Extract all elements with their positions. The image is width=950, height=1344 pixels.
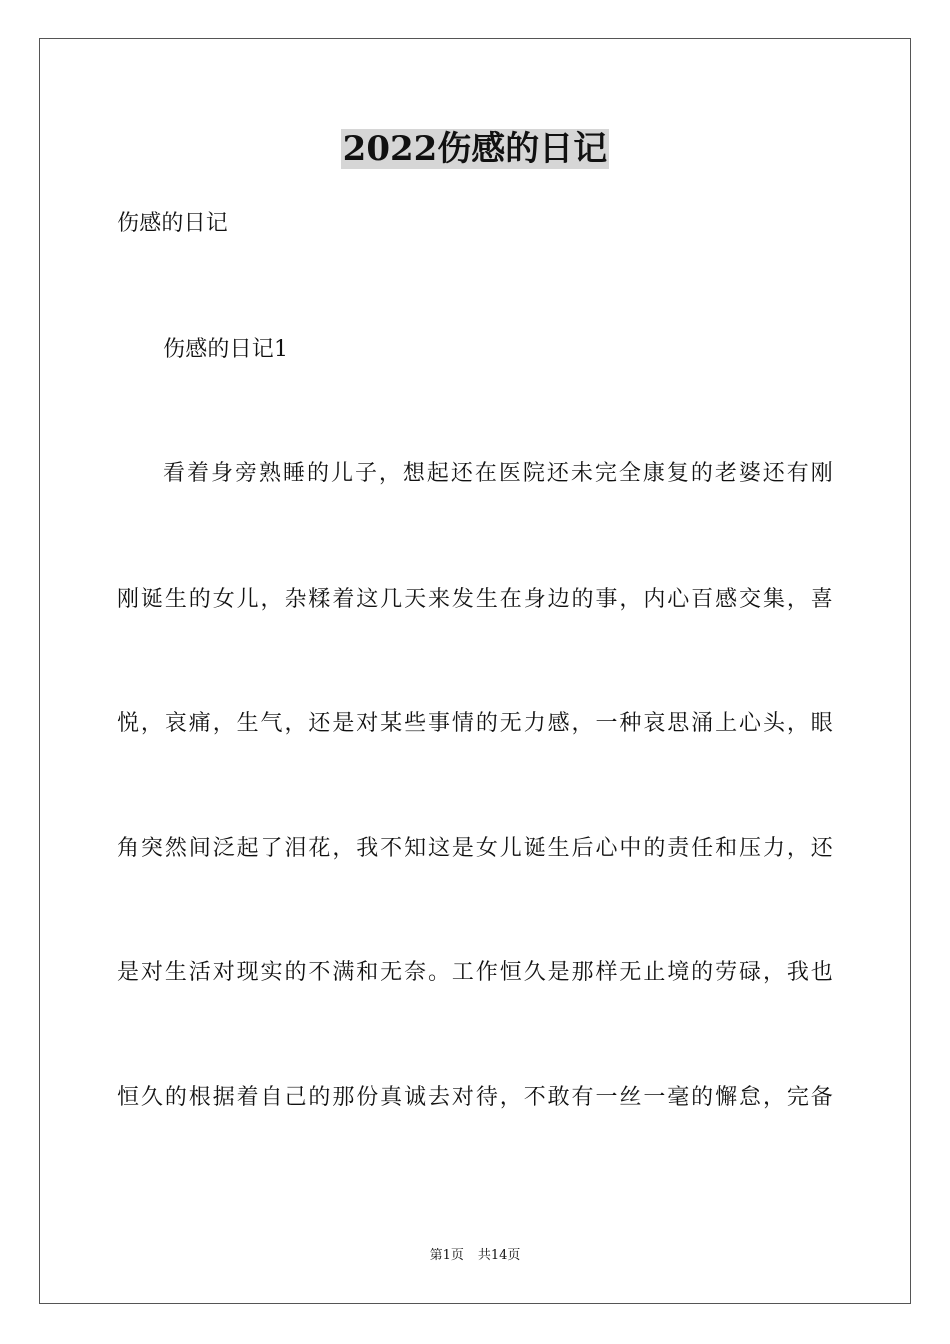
paragraph-line: 悦，哀痛，生气，还是对某些事情的无力感，一种哀思涌上心头，眼 (117, 711, 833, 736)
page-total: 共14页 (477, 1248, 521, 1263)
section-heading: 伤感的日记1 (163, 337, 289, 362)
document-title (0, 126, 950, 172)
document-title-text: 2022伤感的日记 (342, 129, 608, 169)
page-number: 第1页 (429, 1248, 464, 1263)
document-subtitle: 伤感的日记 (117, 211, 229, 236)
paragraph-line: 是对生活对现实的不满和无奈。工作恒久是那样无止境的劳碌，我也 (117, 960, 833, 985)
page-footer (0, 1246, 950, 1266)
paragraph-line: 恒久的根据着自己的那份真诚去对待，不敢有一丝一毫的懈怠，完备 (117, 1085, 833, 1110)
paragraph-line: 刚诞生的女儿，杂糅着这几天来发生在身边的事，内心百感交集，喜 (117, 587, 833, 612)
paragraph-line: 看着身旁熟睡的儿子，想起还在医院还未完全康复的老婆还有刚 (163, 461, 833, 486)
paragraph-line: 角突然间泛起了泪花，我不知这是女儿诞生后心中的责任和压力，还 (117, 836, 833, 861)
